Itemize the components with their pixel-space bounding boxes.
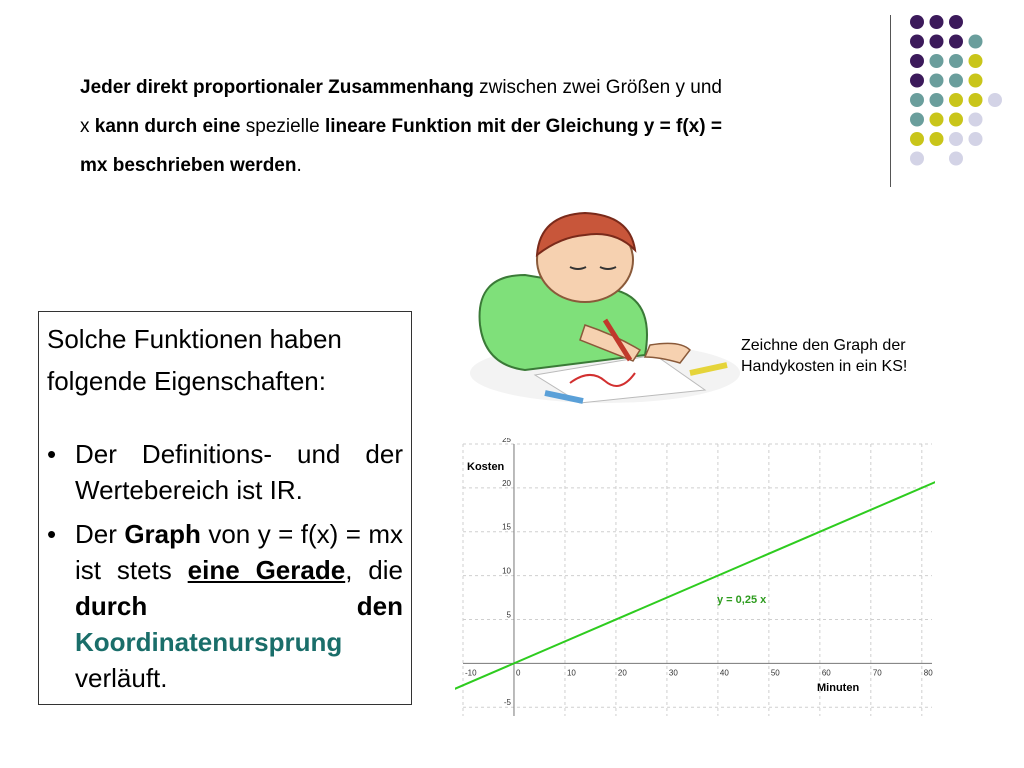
x-axis-label: Minuten (817, 682, 860, 694)
decorative-dot (949, 15, 963, 29)
graph-text-origin: Koordinatenursprung (75, 627, 343, 657)
chart-axes (463, 444, 932, 716)
decorative-dot (930, 15, 944, 29)
graph-text-gerade: eine Gerade (187, 555, 346, 585)
intro-bold-2: kann durch eine (94, 116, 241, 137)
x-tick-label: 30 (668, 668, 678, 678)
decorative-dot (930, 35, 944, 49)
property-item-graph (47, 516, 403, 696)
decorative-dot (910, 113, 924, 127)
chart-ticks (465, 438, 933, 707)
decorative-dot (930, 74, 944, 88)
bullet: • (47, 439, 57, 469)
decorative-dot (910, 15, 924, 29)
decorative-dot (949, 35, 963, 49)
decorative-dot (910, 132, 924, 146)
x-tick-label: 20 (617, 668, 627, 678)
property-item-domain (47, 436, 403, 508)
y-axis-label: Kosten (467, 461, 505, 473)
properties-list (47, 436, 403, 696)
decorative-dot (930, 132, 944, 146)
x-tick-label: 40 (719, 668, 729, 678)
intro-bold-3: lineare Funktion mit der Gleichung y = f(x) = mx beschrieben werden (80, 116, 722, 176)
x-tick-label: 50 (770, 668, 780, 678)
decorative-dot (949, 74, 963, 88)
y-tick-label: 20 (502, 478, 511, 488)
y-tick-label: 5 (506, 610, 511, 620)
intro-text-3: . (296, 155, 302, 176)
boy-drawing-illustration (465, 205, 740, 405)
graph-text-a: Der (75, 519, 125, 549)
decorative-dot (910, 54, 924, 68)
y-tick-label: 10 (502, 566, 511, 576)
graph-text-c: von y = f(x) = mx ist stets (75, 519, 403, 585)
x-tick-label: 80 (923, 668, 933, 678)
chart-grid (463, 444, 932, 716)
properties-heading: Solche Funktionen haben folgende Eigenschaften: (47, 324, 342, 396)
graph-text-bold: Graph (124, 519, 201, 549)
x-tick-label: 60 (821, 668, 831, 678)
graph-text-h: verläuft. (75, 663, 168, 693)
decorative-dot (930, 93, 944, 107)
x-tick-label: 70 (872, 668, 882, 678)
decorative-dot (969, 113, 983, 127)
property-text-domain: Der Definitions- und der Wertebereich ist IR. (75, 439, 403, 505)
x-tick-label: 0 (515, 668, 521, 678)
series-line (455, 478, 935, 689)
cost-line-chart (455, 438, 935, 720)
decorative-dot (910, 35, 924, 49)
graph-text-durch: durch den (75, 591, 403, 621)
y-tick-label: 25 (502, 438, 511, 444)
decorative-dot (910, 93, 924, 107)
intro-text-1: zwischen zwei Größen y und x (80, 77, 722, 137)
bullet: • (47, 519, 57, 549)
intro-bold-1: Jeder direkt proportionaler Zusammenhang (80, 77, 474, 98)
decorative-dot (988, 93, 1002, 107)
decorative-dot (910, 152, 924, 166)
decorative-dot (969, 93, 983, 107)
decorative-dot (969, 132, 983, 146)
decorative-dot (969, 74, 983, 88)
decorative-dot (930, 113, 944, 127)
decorative-dot (949, 93, 963, 107)
intro-text-2: spezielle (240, 116, 325, 137)
task-instruction: Zeichne den Graph der Handykosten in ein KS! (741, 337, 908, 375)
decorative-dot (969, 35, 983, 49)
x-tick-label: -10 (465, 668, 477, 678)
decorative-dot (969, 54, 983, 68)
decorative-dot (949, 132, 963, 146)
decorative-dot (949, 152, 963, 166)
graph-text-e: , die (345, 555, 403, 585)
x-tick-label: 10 (566, 668, 576, 678)
chart-plot (455, 478, 935, 689)
y-tick-label: 15 (502, 522, 511, 532)
y-tick-label: -5 (503, 698, 511, 708)
series-label: y = 0,25 x (717, 594, 767, 606)
decorative-dot (930, 54, 944, 68)
decorative-dot (910, 74, 924, 88)
properties-box (38, 311, 412, 705)
divider-line (890, 15, 891, 187)
decorative-dot (949, 113, 963, 127)
intro-paragraph (80, 68, 730, 185)
decorative-dot (949, 54, 963, 68)
